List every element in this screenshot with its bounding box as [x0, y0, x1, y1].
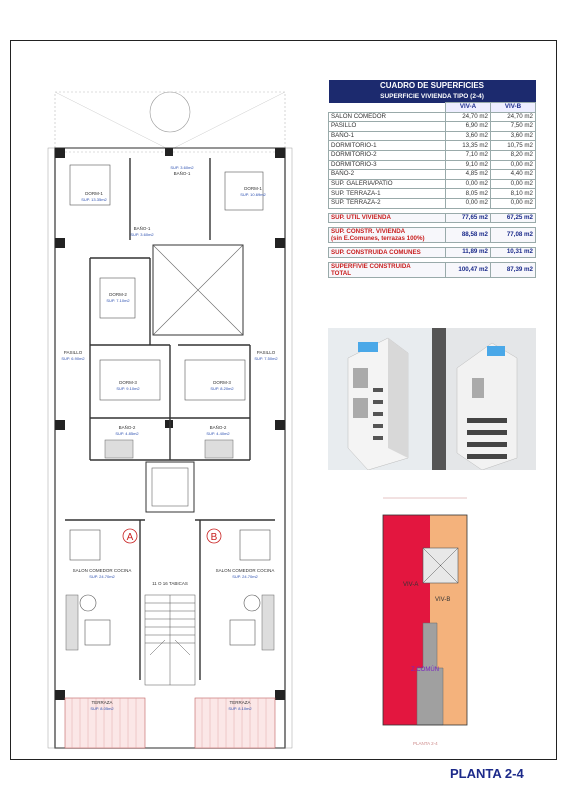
room-pasillo-b: PASILLO	[256, 350, 276, 355]
surfaces-table	[328, 80, 536, 278]
room-salon-a: SALON COMEDOR COCINA	[72, 568, 132, 573]
room-bano1-b: BAÑO-1	[173, 171, 191, 176]
room-dorm3-a-sup: SUP. 9.10m2	[116, 386, 140, 391]
table-cell-a: 7,10 m2	[446, 150, 491, 160]
room-terraza-a: TERRAZA	[91, 700, 113, 705]
room-bano2-b: BAÑO-2	[209, 425, 227, 430]
table-cell-a: 6,90 m2	[446, 122, 491, 132]
table-total-label: SUP. CONSTR. VIVIENDA (sin E.Comunes, terrazas 100%)	[329, 228, 446, 243]
room-pasillo-b-sup: SUP. 7.50m2	[254, 356, 278, 361]
table-row	[329, 150, 536, 160]
table-header-blank	[329, 103, 446, 113]
table-cell-b: 8,20 m2	[491, 150, 536, 160]
skylight-circle	[150, 92, 190, 132]
room-bano1-b-sup: SUP. 3.60m2	[170, 165, 194, 170]
table-subtitle: SUPERFICIE VIVIENDA TIPO (2-4)	[329, 92, 536, 103]
table-row	[329, 122, 536, 132]
room-salon-b: SALON COMEDOR COCINA	[215, 568, 275, 573]
table-cell-label: SALON COMEDOR	[329, 112, 446, 122]
table-cell-label: BAÑO-2	[329, 170, 446, 180]
keyplan-viv-b: VIV-B	[435, 597, 451, 603]
room-dorm3-a: DORM-3	[119, 380, 137, 385]
keyplan-caption: PLANTA 2-4	[413, 741, 438, 746]
table-total-a: 88,58 m2	[446, 228, 491, 243]
marker-a-label: A	[126, 532, 134, 543]
table-cell-label: DORMITORIO-2	[329, 150, 446, 160]
table-cell-label: SUP. TERRAZA-1	[329, 189, 446, 199]
stairs-label: 11 O 16 TABICAS	[152, 581, 188, 586]
keyplan-comun: Z.COMÚN	[411, 667, 439, 673]
table-cell-a: 4,85 m2	[446, 170, 491, 180]
table-cell-b: 0,00 m2	[491, 179, 536, 189]
table-cell-a: 13,35 m2	[446, 141, 491, 151]
table-cell-a: 0,00 m2	[446, 179, 491, 189]
room-dorm3-b: DORM-3	[213, 380, 231, 385]
table-cell-b: 4,40 m2	[491, 170, 536, 180]
room-dorm1-a: DORM-1	[85, 191, 103, 196]
room-salon-b-sup: SUP. 24.70m2	[232, 574, 258, 579]
table-cell-a: 8,05 m2	[446, 189, 491, 199]
table-total-a: 100,47 m2	[446, 262, 491, 277]
table-total-row	[329, 248, 536, 258]
key-plan	[375, 493, 495, 751]
table-cell-label: PASILLO	[329, 122, 446, 132]
table-cell-label: DORMITORIO-1	[329, 141, 446, 151]
table-total-b: 10,31 m2	[491, 248, 536, 258]
table-total-row	[329, 228, 536, 243]
table-cell-a: 0,00 m2	[446, 198, 491, 208]
table-title: CUADRO DE SUPERFICIES	[329, 80, 536, 92]
table-cell-a: 24,70 m2	[446, 112, 491, 122]
room-pasillo-a-sup: SUP. 6.90m2	[61, 356, 85, 361]
table-cell-b: 8,10 m2	[491, 189, 536, 199]
building-render-left	[328, 328, 432, 470]
room-pasillo-a: PASILLO	[63, 350, 83, 355]
table-total-label: SUP. CONSTRUIDA COMUNES	[329, 248, 446, 258]
table-total-b: 87,39 m2	[491, 262, 536, 277]
table-total-label: SUP. UTIL VIVIENDA	[329, 213, 446, 223]
room-bano1-a: BAÑO-1	[133, 226, 151, 231]
table-total-label: SUPERFIVIE CONSTRUIDA TOTAL	[329, 262, 446, 277]
table-total-a: 77,65 m2	[446, 213, 491, 223]
table-row	[329, 160, 536, 170]
table-cell-b: 7,50 m2	[491, 122, 536, 132]
room-terraza-b: TERRAZA	[229, 700, 251, 705]
room-dorm1-a-sup: SUP. 13.35m2	[81, 197, 107, 202]
table-cell-b: 10,75 m2	[491, 141, 536, 151]
table-row	[329, 170, 536, 180]
table-header-viv-b: VIV-B	[491, 103, 536, 113]
table-row	[329, 131, 536, 141]
table-cell-label: SUP. TERRAZA-2	[329, 198, 446, 208]
room-bano1-a-sup: SUP. 3.60m2	[130, 232, 154, 237]
table-cell-label: BAÑO-1	[329, 131, 446, 141]
keyplan-viv-a: VIV-A	[403, 582, 419, 588]
table-cell-b: 0,00 m2	[491, 160, 536, 170]
room-terraza-b-sup: SUP. 8.10m2	[228, 706, 252, 711]
stairs	[145, 595, 195, 685]
table-cell-b: 3,60 m2	[491, 131, 536, 141]
room-dorm3-b-sup: SUP. 8.20m2	[210, 386, 234, 391]
table-row	[329, 112, 536, 122]
room-bano2-b-sup: SUP. 4.40m2	[206, 431, 230, 436]
table-row	[329, 141, 536, 151]
table-row	[329, 179, 536, 189]
room-dorm1-b: DORM-1	[244, 186, 262, 191]
table-total-row	[329, 213, 536, 223]
room-bano2-a: BAÑO-2	[118, 425, 136, 430]
building-render-right	[432, 328, 536, 470]
table-cell-a: 3,60 m2	[446, 131, 491, 141]
room-dorm1-b-sup: SUP. 10.69m2	[240, 192, 266, 197]
table-total-row	[329, 262, 536, 277]
room-dorm2-a: DORM-2	[109, 292, 127, 297]
table-cell-label: SUP. GALERIA/PATIO	[329, 179, 446, 189]
table-cell-b: 24,70 m2	[491, 112, 536, 122]
room-salon-a-sup: SUP. 24.70m2	[89, 574, 115, 579]
room-dorm2-a-sup: SUP. 7.10m2	[106, 298, 130, 303]
table-cell-b: 0,00 m2	[491, 198, 536, 208]
table-row	[329, 189, 536, 199]
table-cell-a: 9,10 m2	[446, 160, 491, 170]
table-cell-label: DORMITORIO-3	[329, 160, 446, 170]
table-row	[329, 198, 536, 208]
page-title: PLANTA 2-4	[450, 766, 524, 781]
room-terraza-a-sup: SUP. 8.05m2	[90, 706, 114, 711]
elevator-shaft	[146, 462, 194, 512]
marker-b-label: B	[210, 532, 218, 543]
table-header-viv-a: VIV-A	[446, 103, 491, 113]
room-bano2-a-sup: SUP. 4.85m2	[115, 431, 139, 436]
table-total-b: 77,08 m2	[491, 228, 536, 243]
table-total-b: 67,25 m2	[491, 213, 536, 223]
table-total-a: 11,89 m2	[446, 248, 491, 258]
